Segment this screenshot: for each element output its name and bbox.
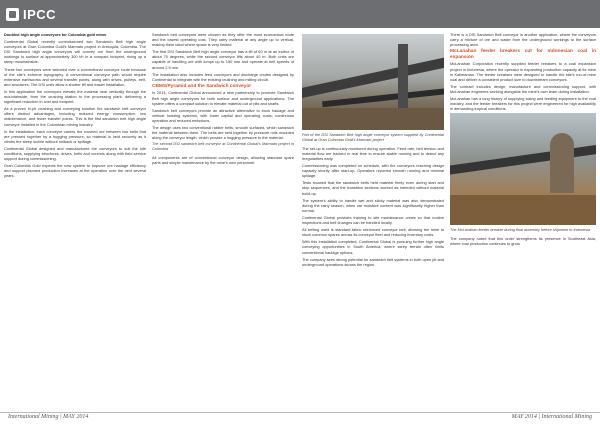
body-paragraph: The contract includes design, manufacture and commissioning support, with McLanahan engineers working alongside the mine's own team during installation.: [450, 83, 596, 94]
body-paragraph: In this application the conveyors elevate the material near vertically through the mountainside, from the crushing station to the processing plant, delivering a significant reduction in cost and footprint.: [4, 88, 146, 105]
lead-headline: Doubled high angle conveyors for Colombia gold miner: [4, 32, 107, 37]
brand-logo: [6, 5, 56, 23]
ground-shape: [302, 108, 444, 130]
body-paragraph: The installation also includes feed conveyors and discharge chutes designed by Continental to integrate with the existing crushing and milling circuit.: [152, 71, 294, 82]
body-paragraph: McLanahan has a long history of supplying sizing and feeding equipment to the coal industry, and the feeder breakers for this project were engineered for high availability in demanding tropical conditions.: [450, 96, 596, 112]
body-paragraph: Tests showed that the sandwich belts held material firmly even during start and stop sequences, and the transition sections worked as intended without material build-up.: [302, 180, 444, 196]
body-paragraph: The system's ability to handle wet and sticky material was also demonstrated during the rainy season, when ore moisture content was significantly higher than normal.: [302, 197, 444, 213]
footer-right-text: MAY 2014 | International Mining: [511, 414, 592, 420]
conveyor-belt-shape: [450, 142, 596, 177]
footer-divider: [0, 412, 600, 413]
body-paragraph: Gran Colombia Gold expects the new system to improve ore haulage efficiency and support planned production increases at the operation over the next several years.: [4, 163, 146, 179]
ground-shape: [450, 195, 596, 225]
support-tower-shape: [398, 44, 408, 114]
body-paragraph: Continental Global provides training to site maintenance crews so that routine inspections and belt changes can be handled locally.: [302, 214, 444, 226]
column-2: [152, 32, 294, 408]
photo-caption: Part of the DSI Sandwich Belt high angle conveyor system supplied by Continental Global at Gran Colombia Gold's Marmato project: [302, 133, 444, 142]
body-paragraph: Continental Global designed and manufactured the conveyors to suit the site conditions, supplying structures, drives, belts and controls along with field service support during commissioning.: [4, 145, 146, 162]
body-paragraph: The design uses two conventional rubber belts, smooth surfaced, which sandwich the material between them. The belts are held together by pressure rolls mounted along the conveyor length, which provide a hugging pressure to the material.: [152, 125, 294, 141]
page-footer: [0, 412, 600, 424]
body-paragraph: Sandwich belt conveyors provide an attractive alternative to truck haulage and vertical hoisting systems, with lower capital and operating costs, continuous operation and reduced emissions.: [152, 107, 294, 123]
body-paragraph: Sandwich belt conveyors were chosen as they offer the most economical route and the lowest operating cost. They carry material at any angle up to vertical, making them ideal where space is very limited.: [152, 32, 294, 48]
body-paragraph: There is a DSI Sandwich Belt conveyor in another application, where the conveyors carry a mixture of ore and waste from the underground workings to the surface processing area.: [450, 32, 596, 48]
body-paragraph: The company sees strong potential for sandwich belt systems in both open pit and underground operations across the region.: [302, 256, 444, 267]
body-paragraph: McLanahan Corporation recently supplied feeder breakers to a coal expansion project in Indonesia, where the operator is expanding production capacity at its mine in Kalimantan. The feeder breakers were designed to handle the site's run-of-mine coal and deliver a consistent product size to downstream conveyors.: [450, 61, 596, 82]
footer-left-text: International Mining | MAY 2014: [8, 414, 89, 420]
photo-caption: The second DSI sandwich belt conveyor at Continental Global's Marmato project in Colombia: [152, 142, 294, 152]
article-columns: [4, 32, 596, 408]
brand-name: IPCC: [23, 6, 57, 22]
body-paragraph: As a proven in-pit crushing and conveying solution the sandwich belt conveyor offers distinct advantages, including reduced energy consumption, low maintenance, and fewer transfer points. This is the first sandwich belt high angle conveyor installed in the Colombian mining industry.: [4, 106, 146, 127]
body-paragraph: All components are of conventional conveyor design, allowing standard spare parts and simple maintenance by the mine's own personnel.: [152, 155, 294, 166]
feeder-breaker-photo: [450, 113, 596, 225]
logo-icon: [6, 8, 19, 21]
column-4: [450, 32, 596, 408]
body-paragraph: All belting used is standard fabric reinforced conveyor belt, allowing the mine to stock common spares across its conveyor fleet and reducing inventory costs.: [302, 227, 444, 238]
column-3: [302, 32, 444, 408]
body-paragraph: The set-up is continuously monitored during operation. Feed rate, belt tension and material flow are tracked in real time to ensure stable running and to detect any irregularities early.: [302, 145, 444, 161]
body-paragraph: In 2013, Continental Global announced a new partnership to promote Sandwich Belt high angle conveyors for both surface and underground applications. The system offers a compact solution to elevate material out of pits and shafts.: [152, 90, 294, 106]
body-paragraph: The company noted that this order strengthens its presence in Southeast Asia, where coal production continues to grow.: [450, 236, 596, 247]
body-paragraph: The first DSI Sandwich Belt high angle conveyor has a lift of 60 m at an incline of about 70 degrees, while the second conveyor lifts about 40 m. Both units are capable of handling ore with lumps up to 150 mm and operate at belt speeds of around 2.5 m/s.: [152, 49, 294, 70]
body-paragraph: Continental Global recently commissioned two Sandwich Belt high angle conveyors at Gran Colombia Gold's Marmato project in Antioquia, Colombia. The DSI Sandwich high angle conveyors will convey ore from the underground workings to surface at approximately 300 t/h in a compact footprint, rising up a steep mountainside.: [4, 39, 146, 65]
column-1: [4, 32, 146, 408]
section-subhead: CBMS/Pyramid and the Sandwich conveyor: [152, 83, 252, 89]
photo-caption: The McLanahan feeder breaker during final assembly before shipment to Indonesia: [450, 228, 590, 233]
conveyor-photo: [302, 34, 444, 130]
stockpile-shape: [550, 133, 574, 193]
section-subhead: McLanahan feeder breakers cut for Indonesian coal in expansion: [450, 49, 596, 60]
body-paragraph: These two conveyors were selected over a conventional conveyor route because of the site's extreme topography. A conventional conveyor path would require extensive earthworks and several transfer points, along with drives, pulleys, belt, and structures. The DSI units allow a shorter lift and easier installation.: [4, 66, 146, 87]
body-paragraph: In the installation, each conveyor carries the crushed ore between two belts that are pressed together by a hugging pressure, so material is held securely as it climbs the steep incline without rollback or spillage.: [4, 128, 146, 144]
body-paragraph: Commissioning was completed on schedule, with the conveyors reaching design capacity shortly after start-up. Operators reported smooth running and minimal spillage.: [302, 163, 444, 179]
body-paragraph: With this installation completed, Continental Global is pursuing further high angle conveying opportunities in South America, where steep terrain often limits conventional haulage options.: [302, 239, 444, 255]
header-bar: [0, 0, 600, 28]
